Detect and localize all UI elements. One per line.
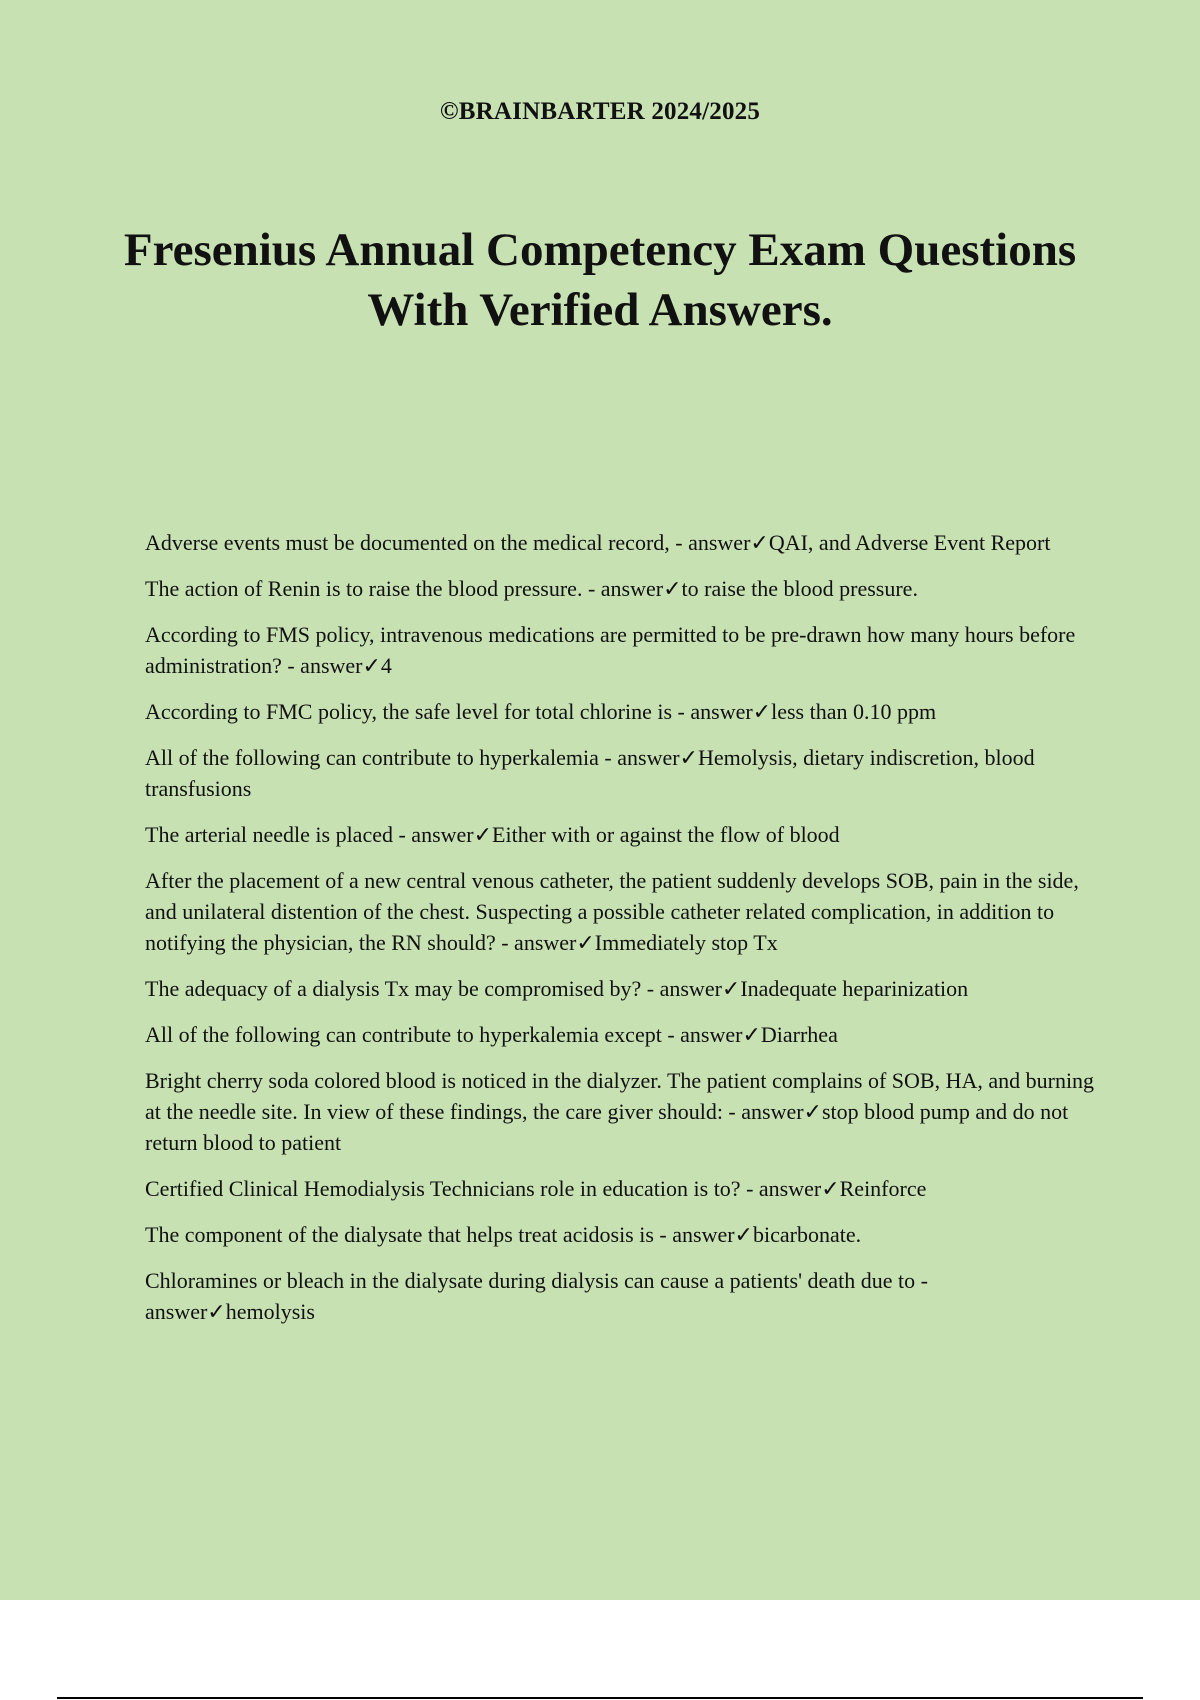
qa-item: The arterial needle is placed - answer✓Either with or against the flow of blood (145, 822, 840, 847)
document-title: Fresenius Annual Competency Exam Questions With Verified Answers. (123, 224, 1077, 336)
qa-item: Adverse events must be documented on the medical record, - answer✓QAI, and Adverse Event Report (145, 530, 1051, 555)
qa-item: According to FMC policy, the safe level for total chlorine is - answer✓less than 0.10 ppm (145, 699, 937, 724)
qa-item: Chloramines or bleach in the dialysate during dialysis can cause a patients' death due to - answer✓hemolysis (145, 1268, 928, 1324)
qa-item: The action of Renin is to raise the blood pressure. - answer✓to raise the blood pressure. (145, 576, 918, 601)
qa-item: All of the following can contribute to hyperkalemia except - answer✓Diarrhea (145, 1022, 838, 1047)
qa-item: After the placement of a new central venous catheter, the patient suddenly develops SOB, pain in the side, and unilateral distention of the chest. Suspecting a possible catheter related complication, in addition to notifying the physician, the RN should? - answer✓Immediately stop Tx (145, 868, 1079, 955)
qa-item: All of the following can contribute to hyperkalemia - answer✓Hemolysis, dietary indiscretion, blood transfusions (145, 745, 1035, 801)
copyright-header: ©BRAINBARTER 2024/2025 (439, 98, 761, 125)
qa-item: Certified Clinical Hemodialysis Technicians role in education is to? - answer✓Reinforce (145, 1176, 927, 1201)
qa-item: According to FMS policy, intravenous medications are permitted to be pre-drawn how many hours before administration? - answer✓4 (145, 622, 1076, 678)
qa-item: Bright cherry soda colored blood is noticed in the dialyzer. The patient complains of SOB, HA, and burning at the needle site. In view of these findings, the care giver should: - answer✓stop blood pump and do not return blood to patient (145, 1068, 1095, 1155)
qa-list (145, 527, 1095, 1342)
qa-item: The adequacy of a dialysis Tx may be compromised by? - answer✓Inadequate heparinization (145, 976, 969, 1001)
page-bottom-divider (57, 1697, 1143, 1699)
qa-item: The component of the dialysate that helps treat acidosis is - answer✓bicarbonate. (145, 1222, 862, 1247)
